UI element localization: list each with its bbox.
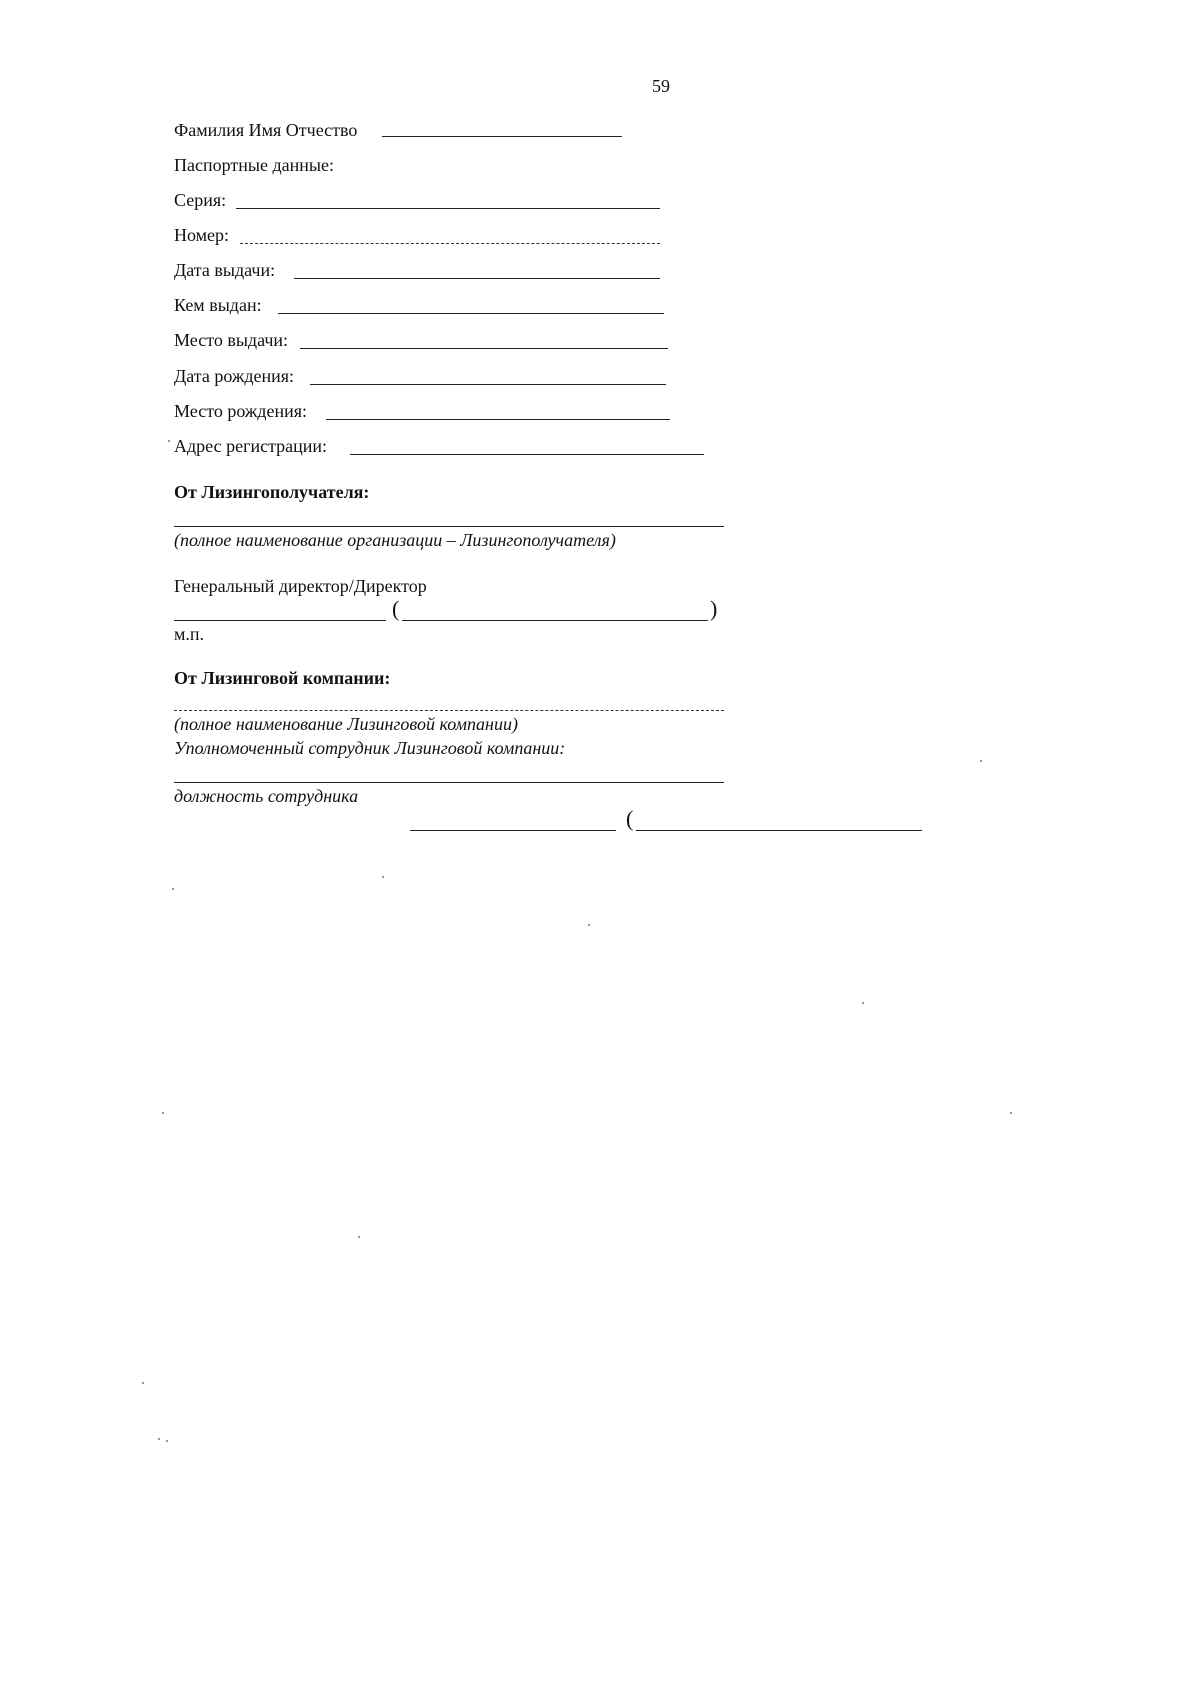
authorized-employee-label: Уполномоченный сотрудник Лизинговой компании: xyxy=(174,738,566,758)
employee-open-paren: ( xyxy=(626,806,634,831)
fio-label: Фамилия Имя Отчество xyxy=(174,120,358,140)
employee-signature-line[interactable] xyxy=(410,830,616,831)
scan-speck xyxy=(1010,1112,1012,1114)
scan-speck xyxy=(980,760,982,762)
director-signature-line[interactable] xyxy=(174,620,386,621)
director-name-line[interactable] xyxy=(402,620,708,621)
scan-speck xyxy=(168,440,170,442)
passport-header: Паспортные данные: xyxy=(174,155,334,175)
stamp-label: м.п. xyxy=(174,624,205,644)
lessee-header: От Лизингополучателя: xyxy=(174,482,370,502)
issue-date-field-line[interactable] xyxy=(294,278,660,279)
series-field-line[interactable] xyxy=(236,208,660,209)
number-label: Номер: xyxy=(174,225,230,245)
scan-speck xyxy=(588,924,590,926)
position-field-line[interactable] xyxy=(174,782,724,783)
fio-field-line[interactable] xyxy=(382,136,622,137)
issue-place-label: Место выдачи: xyxy=(174,330,289,350)
scan-speck xyxy=(358,1236,360,1238)
employee-name-line[interactable] xyxy=(636,830,922,831)
director-close-paren: ) xyxy=(710,596,718,621)
scan-speck xyxy=(158,1438,160,1440)
lessee-name-field-line[interactable] xyxy=(174,526,724,527)
issued-by-label: Кем выдан: xyxy=(174,295,262,315)
birth-place-field-line[interactable] xyxy=(326,419,670,420)
scan-speck xyxy=(162,1112,164,1114)
issue-place-field-line[interactable] xyxy=(300,348,668,349)
company-header: От Лизинговой компании: xyxy=(174,668,391,688)
number-field-line[interactable] xyxy=(240,243,660,244)
director-label: Генеральный директор/Директор xyxy=(174,576,427,596)
director-open-paren: ( xyxy=(392,596,400,621)
issued-by-field-line[interactable] xyxy=(278,313,664,314)
registration-field-line[interactable] xyxy=(350,454,704,455)
company-name-caption: (полное наименование Лизинговой компании) xyxy=(174,714,518,734)
scan-speck xyxy=(166,1440,168,1442)
position-caption: должность сотрудника xyxy=(174,786,359,806)
registration-label: Адрес регистрации: xyxy=(174,436,328,456)
series-label: Серия: xyxy=(174,190,227,210)
birth-place-label: Место рождения: xyxy=(174,401,308,421)
scan-speck xyxy=(862,1002,864,1004)
issue-date-label: Дата выдачи: xyxy=(174,260,276,280)
page-number: 59 xyxy=(652,76,670,96)
scan-speck xyxy=(382,876,384,878)
lessee-name-caption: (полное наименование организации – Лизингополучателя) xyxy=(174,530,616,550)
company-name-field-line[interactable] xyxy=(174,710,724,711)
birth-date-label: Дата рождения: xyxy=(174,366,295,386)
scan-speck xyxy=(142,1382,144,1384)
scan-speck xyxy=(172,888,174,890)
birth-date-field-line[interactable] xyxy=(310,384,666,385)
